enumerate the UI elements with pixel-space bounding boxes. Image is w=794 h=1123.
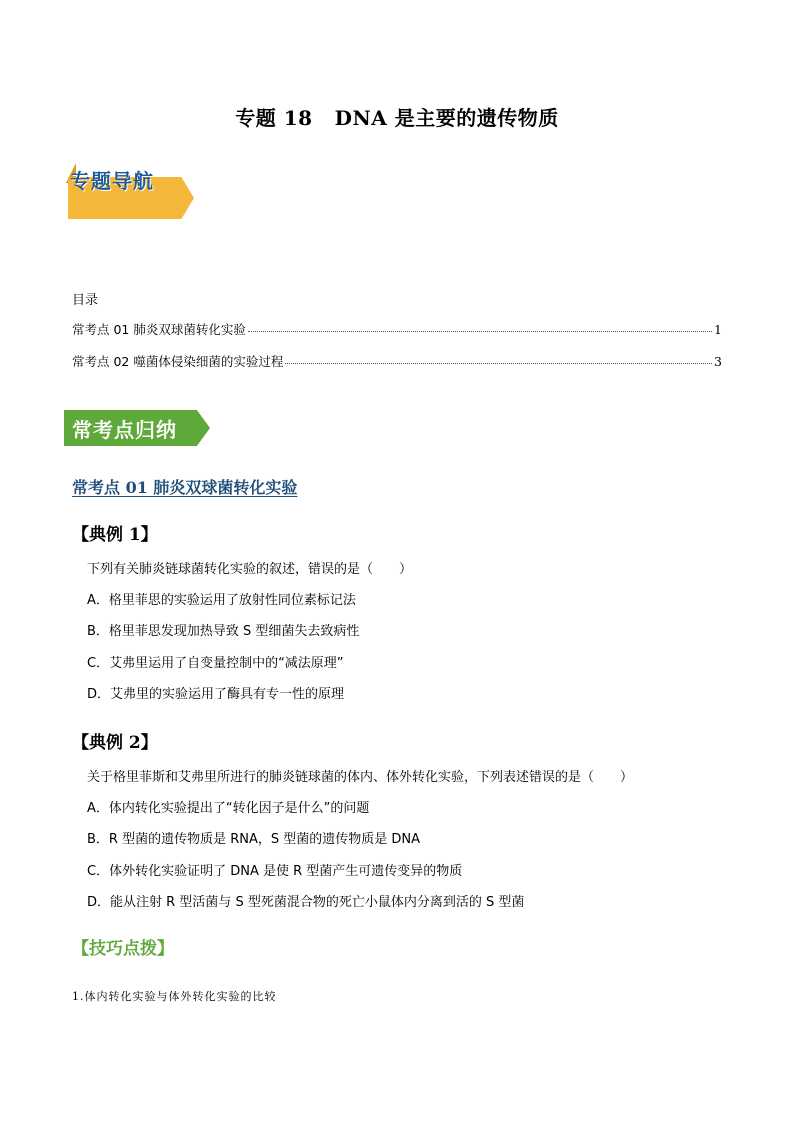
toc-heading: 目录 — [72, 293, 99, 308]
title-topic-number: 专题 18 — [235, 106, 313, 130]
topic-navigation-banner — [66, 163, 194, 221]
answer-option: B．格里菲思发现加热导致 S 型细菌失去致病性 — [87, 624, 360, 639]
tips-heading: 【技巧点拨】 — [72, 939, 174, 959]
example-heading: 【典例 1】 — [72, 525, 158, 545]
answer-option: D．艾弗里的实验运用了酶具有专一性的原理 — [87, 687, 345, 702]
question-text: 下列有关肺炎链球菌转化实验的叙述，错误的是（ ） — [87, 562, 413, 577]
question-text: 关于格里菲斯和艾弗里所进行的肺炎链球菌的体内、体外转化实验，下列表述错误的是（ ） — [87, 770, 634, 785]
tip-item: 1.体内转化实验与体外转化实验的比较 — [72, 990, 277, 1003]
toc-entry-label: 常考点 01 肺炎双球菌转化实验 — [72, 322, 246, 337]
answer-option: A．体内转化实验提出了“转化因子是什么”的问题 — [87, 801, 370, 816]
page-title — [0, 102, 794, 131]
example-heading: 【典例 2】 — [72, 733, 158, 753]
title-topic-name: DNA 是主要的遗传物质 — [334, 106, 559, 130]
section-heading: 常考点 01 肺炎双球菌转化实验 — [72, 478, 298, 497]
answer-option: A．格里菲思的实验运用了放射性同位素标记法 — [87, 593, 356, 608]
toc-page-number: 3 — [714, 354, 722, 369]
banner-label: 专题导航 — [70, 169, 154, 193]
toc-leader-dots — [285, 353, 712, 364]
toc-entry[interactable] — [72, 352, 722, 370]
key-points-banner — [64, 410, 210, 446]
banner-label: 常考点归纳 — [72, 418, 177, 442]
answer-option: C．体外转化实验证明了 DNA 是使 R 型菌产生可遗传变异的物质 — [87, 864, 463, 879]
toc-entry[interactable] — [72, 320, 722, 338]
answer-option: B．R 型菌的遗传物质是 RNA，S 型菌的遗传物质是 DNA — [87, 832, 421, 847]
toc-leader-dots — [248, 321, 712, 332]
toc-entry-label: 常考点 02 噬菌体侵染细菌的实验过程 — [72, 354, 284, 369]
answer-option: D．能从注射 R 型活菌与 S 型死菌混合物的死亡小鼠体内分离到活的 S 型菌 — [87, 895, 525, 910]
answer-option: C．艾弗里运用了自变量控制中的“减法原理” — [87, 656, 344, 671]
toc-page-number: 1 — [714, 322, 722, 337]
